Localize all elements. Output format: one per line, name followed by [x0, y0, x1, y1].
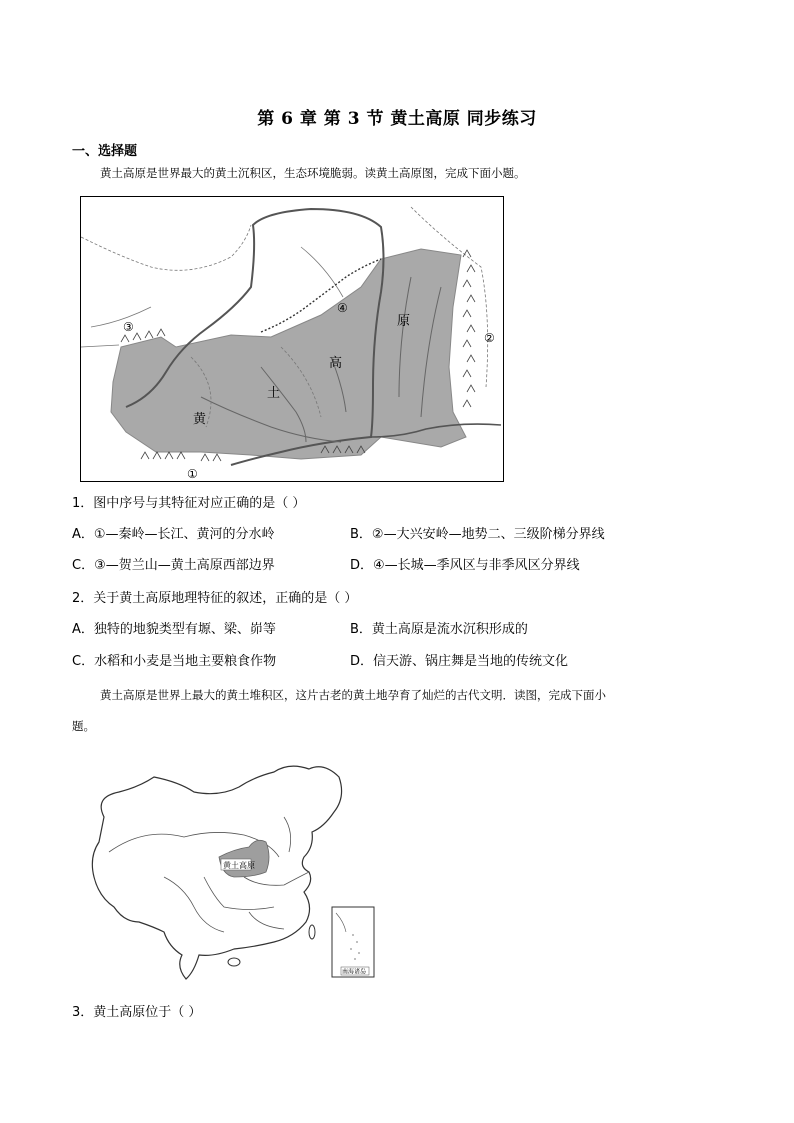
map-label-4: ④	[337, 301, 348, 315]
china-map-graphic	[84, 757, 380, 981]
question-3-stem: 3．黄土高原位于（ ）	[72, 1005, 202, 1020]
map-label-2: ②	[484, 331, 495, 345]
map-label-3: ③	[123, 320, 134, 334]
question-1-option-c[interactable]: C．③—贺兰山—黄土高原西部边界	[72, 558, 275, 573]
question-2-option-a[interactable]: A．独特的地貌类型有塬、梁、峁等	[72, 622, 276, 637]
china-map	[84, 757, 380, 981]
question-2-stem: 2．关于黄土高原地理特征的叙述，正确的是（ ）	[72, 591, 358, 606]
page-title: 第 6 章 第 3 节 黄土高原 同步练习	[257, 109, 537, 129]
map-label-yuan: 原	[397, 314, 411, 329]
question-1-option-a[interactable]: A．①—秦岭—长江、黄河的分水岭	[72, 527, 275, 542]
section-heading: 一、选择题	[72, 144, 138, 159]
china-map-inset-label: 南海诸岛	[342, 968, 367, 976]
question-2-option-d[interactable]: D．信天游、锅庄舞是当地的传统文化	[350, 654, 569, 669]
question-2-option-c[interactable]: C．水稻和小麦是当地主要粮食作物	[72, 654, 277, 669]
map-label-1: ①	[187, 467, 198, 480]
map-label-tu: 土	[267, 386, 281, 401]
question-1-option-d[interactable]: D．④—长城—季风区与非季风区分界线	[350, 558, 580, 573]
question-1-option-b[interactable]: B．②—大兴安岭—地势二、三级阶梯分界线	[350, 527, 605, 542]
question-1-stem: 1．图中序号与其特征对应正确的是（ ）	[72, 496, 306, 511]
map-label-huang: 黄	[193, 412, 207, 427]
question-2-option-b[interactable]: B．黄土高原是流水沉积形成的	[350, 622, 528, 637]
china-map-loess-label: 黄土高原	[223, 861, 255, 870]
loess-plateau-map-graphic	[81, 197, 502, 480]
intro-paragraph-1: 黄土高原是世界最大的黄土沉积区，生态环境脆弱。读黄土高原图，完成下面小题。	[100, 166, 526, 180]
map-label-gao: 高	[329, 356, 343, 371]
loess-plateau-map	[80, 196, 504, 482]
intro-paragraph-2-line-1: 黄土高原是世界上最大的黄土堆积区，这片古老的黄土地孕育了灿烂的古代文明．读图，完成下面小	[100, 688, 606, 702]
intro-paragraph-2-line-2: 题。	[72, 719, 95, 733]
